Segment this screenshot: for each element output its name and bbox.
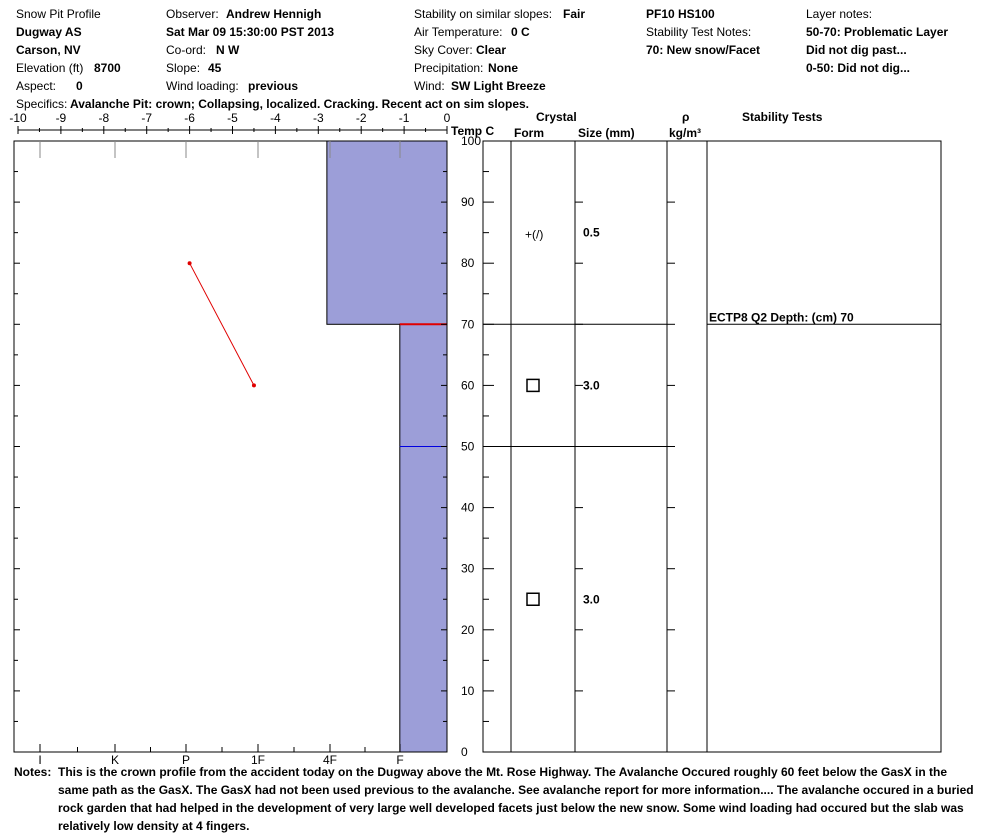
stability-test-entries [709, 310, 854, 324]
wind-value: SW Light Breeze [451, 79, 546, 93]
temp-tick-label: -8 [98, 111, 110, 125]
temp-tick-label: 0 [443, 111, 451, 125]
hardness-tick-label: 1F [250, 753, 266, 765]
layer-note: 0-50: Did not dig... [806, 61, 910, 75]
height-tick-label: 70 [461, 317, 475, 332]
slope-value: 45 [208, 61, 222, 75]
coord-value: N W [216, 43, 240, 57]
temp-tick-label: -9 [55, 111, 67, 125]
chart-frame [14, 141, 941, 752]
hardness-tick-label: K [110, 753, 120, 765]
form-header: Form [514, 126, 544, 140]
specifics-value: Avalanche Pit: crown; Collapsing, localized. Cracking. Recent act on sim slopes. [70, 97, 530, 111]
notes [14, 763, 979, 835]
stability-notes-label: Stability Test Notes: [646, 25, 752, 39]
height-tick-label: 50 [461, 439, 475, 454]
crystal-size: 3.0 [583, 378, 600, 393]
temp-tick-label: -10 [9, 111, 27, 125]
temp-tick-label: -2 [355, 111, 367, 125]
size-header: Size (mm) [578, 126, 635, 140]
air-temp-value: 0 C [511, 25, 530, 39]
wind-loading-value: previous [248, 79, 299, 93]
location: Dugway AS [16, 25, 82, 39]
height-tick-label: 30 [461, 561, 475, 576]
crystal-form-symbol [527, 379, 539, 391]
height-tick-label: 60 [461, 378, 475, 393]
stability-value: Fair [563, 7, 586, 21]
height-tick-label: 20 [461, 622, 475, 637]
density-unit: kg/m³ [669, 126, 702, 140]
temperature-axis [9, 111, 450, 134]
notes-text: This is the crown profile from the accident today on the Dugway above the Mt. Rose Highway. The Avalanche Occured roughly 60 feet below the GasX in the same path as the GasX. The GasX had not been used previous to the avalanche. See avalanche report for more information.... The avalanche occured in a buried rock garden that had helped in the development of very large well developed facets just below the new snow. Some wind loading had occured but the slab was relatively low density at 4 fingers. [58, 765, 974, 833]
height-tick-label: 10 [461, 683, 475, 698]
height-tick-label: 100 [461, 134, 482, 148]
region: Carson, NV [16, 43, 81, 57]
coord-label: Co-ord: [166, 43, 207, 57]
crystal-size: 3.0 [583, 592, 600, 607]
specifics-label: Specifics: [16, 97, 68, 111]
temp-axis-label: Temp C [451, 124, 495, 138]
datetime: Sat Mar 09 15:30:00 PST 2013 [166, 25, 335, 39]
layer-note: Did not dig past... [806, 43, 907, 57]
layer-note: 50-70: Problematic Layer [806, 25, 949, 39]
crystal-header: Crystal [536, 110, 577, 124]
temp-tick-label: -3 [312, 111, 324, 125]
elevation-value: 8700 [94, 61, 121, 75]
precip-label: Precipitation: [414, 61, 484, 75]
hardness-tick-label: P [181, 753, 191, 765]
height-tick-label: 90 [461, 195, 475, 210]
observer-value: Andrew Hennigh [226, 7, 322, 21]
hardness-layer-bar [400, 324, 447, 752]
temp-tick-label: -6 [184, 111, 195, 125]
crystal-entries [525, 226, 600, 607]
height-tick-label: 40 [461, 500, 475, 515]
notes-label: Notes: [14, 765, 52, 779]
temperature-point [252, 383, 256, 387]
precip-value: None [488, 61, 518, 75]
temp-tick-label: -1 [398, 111, 410, 125]
temp-tick-label: -4 [270, 111, 281, 125]
height-tick-label: 80 [461, 256, 475, 271]
stability-test-text: ECTP8 Q2 Depth: (cm) 70 [709, 310, 854, 325]
profile-label: Snow Pit Profile [16, 7, 101, 21]
pf-hs: PF10 HS100 [646, 7, 715, 21]
hardness-tick-label: I [38, 753, 42, 765]
sky-label: Sky Cover: [414, 43, 473, 57]
temp-tick-label: -7 [141, 111, 153, 125]
wind-label: Wind: [414, 79, 445, 93]
hardness-layer-bar [327, 141, 447, 324]
stability-note: 70: New snow/Facet [646, 43, 761, 57]
data-columns [483, 141, 941, 752]
observer-label: Observer: [166, 7, 219, 21]
temperature-profile [188, 261, 256, 387]
aspect-label: Aspect: [16, 79, 57, 93]
air-temp-label: Air Temperature: [414, 25, 503, 39]
crystal-form-symbol: +(/) [525, 227, 544, 242]
height-tick-label: 0 [461, 745, 468, 759]
stability-label: Stability on similar slopes: [414, 7, 553, 21]
layer-notes-label: Layer notes: [806, 7, 873, 21]
wind-loading-label: Wind loading: [166, 79, 239, 93]
slope-label: Slope: [166, 61, 201, 75]
crystal-form-symbol [527, 593, 539, 605]
elevation-label: Elevation (ft) [16, 61, 84, 75]
temperature-point [188, 261, 192, 265]
temperature-line [190, 263, 254, 385]
hardness-tick-label: F [396, 753, 404, 765]
stability-tests-header: Stability Tests [742, 110, 823, 124]
sky-value: Clear [476, 43, 507, 57]
crystal-size: 0.5 [583, 225, 600, 240]
aspect-value: 0 [76, 79, 83, 93]
density-symbol: ρ [682, 110, 690, 124]
hardness-tick-label: 4F [322, 753, 338, 765]
temp-tick-label: -5 [227, 111, 238, 125]
